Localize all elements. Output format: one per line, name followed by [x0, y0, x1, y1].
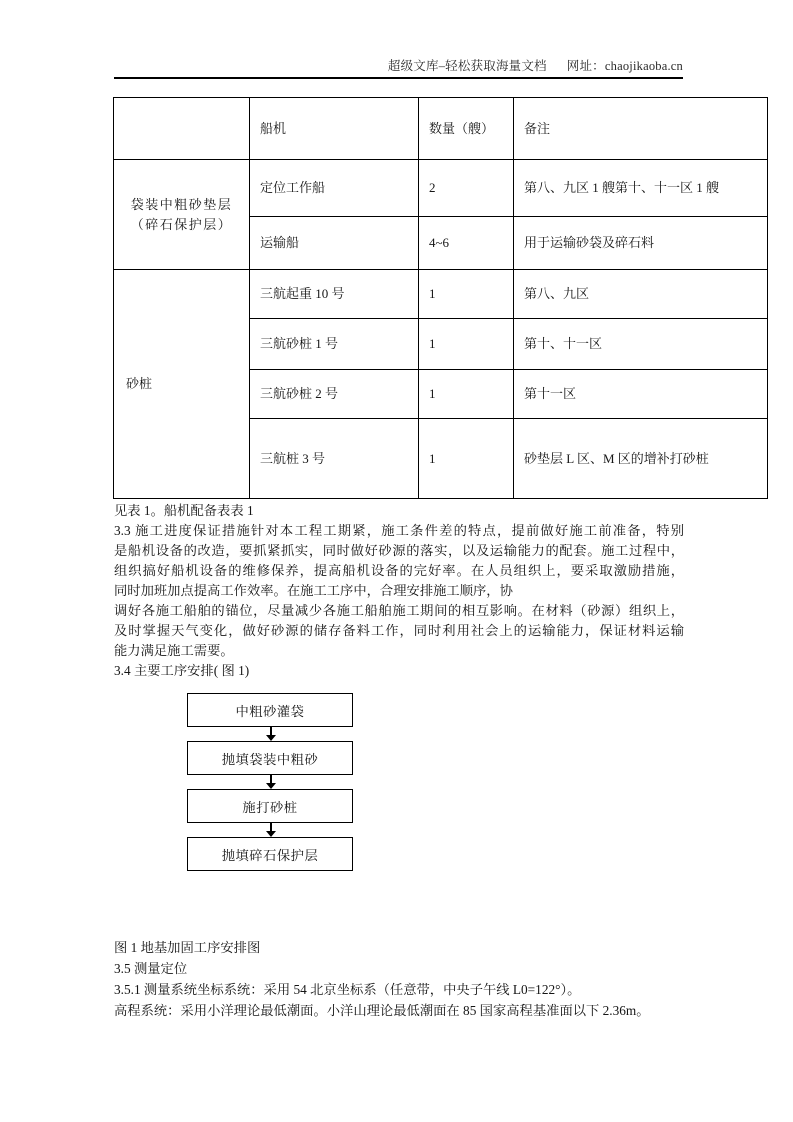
table-cell-note: 第十、十一区: [514, 319, 768, 370]
body-text-block: [114, 501, 684, 681]
table-cell-note: 第十一区: [514, 370, 768, 419]
table-cell-ship: 三航砂桩 2 号: [250, 370, 419, 419]
flow-step-3: 施打砂桩: [187, 789, 353, 823]
table-header-row: [114, 98, 768, 160]
table-cell-quantity: 1: [419, 370, 514, 419]
paragraph-line: 组织搞好船机设备的维修保养，提高船机设备的完好率。在人员组织上，要采取激励措施，: [114, 563, 684, 578]
paragraph-line: 同时加班加点提高工作效率。在施工工序中，合理安排施工顺序，协: [114, 583, 513, 598]
paragraph-line: 能力满足施工需要。: [114, 643, 234, 658]
flow-arrow-down-icon: [187, 727, 355, 741]
table-cell-note: 砂垫层 L 区、M 区的增补打砂桩: [514, 419, 768, 499]
table-cell-ship: 三航砂桩 1 号: [250, 319, 419, 370]
arrow-head: [266, 831, 276, 837]
paragraph-line: 及时掌握天气变化，做好砂源的储存备料工作，同时利用社会上的运输能力，保证材料运输: [114, 623, 684, 638]
flow-step-4: 抛填碎石保护层: [187, 837, 353, 871]
table-cell-quantity: 1: [419, 319, 514, 370]
table-header-cell-quantity: 数量（艘）: [419, 98, 514, 160]
table-header-cell-ship: 船机: [250, 98, 419, 160]
table-header-cell-note: 备注: [514, 98, 768, 160]
table-caption-line: 见表 1。船机配备表表 1: [114, 503, 254, 518]
paragraph-line: 3.3 施工进度保证措施针对本工程工期紧，施工条件差的特点，提前做好施工前准备，特别: [114, 523, 684, 538]
table-group-cell-sandbag-cushion: [114, 160, 250, 270]
table-cell-ship: 运输船: [250, 217, 419, 270]
table-group-cell-sand-pile: 砂桩: [114, 270, 250, 499]
table-cell-quantity: 4~6: [419, 217, 514, 270]
table-cell-note: 第八、九区 1 艘第十、十一区 1 艘: [514, 160, 768, 217]
table-cell-quantity: 1: [419, 419, 514, 499]
header-divider-rule: [114, 77, 683, 79]
header-url-label: 网址：: [566, 59, 605, 73]
table-cell-quantity: 1: [419, 270, 514, 319]
table-header-cell-blank: [114, 98, 250, 160]
figure-caption: 图 1 地基加固工序安排图: [114, 940, 261, 955]
flow-step-2: 抛填袋装中粗砂: [187, 741, 353, 775]
header-site-title: 超级文库–轻松获取海量文档: [387, 59, 547, 73]
flow-step-1: 中粗砂灌袋: [187, 693, 353, 727]
vessel-equipment-table: [113, 97, 768, 499]
table-cell-ship: 定位工作船: [250, 160, 419, 217]
process-flowchart: [187, 693, 355, 871]
paragraph-elevation-system: 高程系统：采用小洋理论最低潮面。小洋山理论最低潮面在 85 国家高程基准面以下 2.36m。: [114, 1003, 650, 1018]
flow-arrow-down-icon: [187, 823, 355, 837]
bottom-text-block: [114, 937, 689, 1021]
table-cell-ship: 三航起重 10 号: [250, 270, 419, 319]
arrow-head: [266, 783, 276, 789]
table-row: [114, 270, 768, 319]
heading-3-5: 3.5 测量定位: [114, 961, 188, 976]
table-cell-ship: 三航桩 3 号: [250, 419, 419, 499]
table-cell-note: 用于运输砂袋及碎石料: [514, 217, 768, 270]
table-row: [114, 160, 768, 217]
heading-3-4-line: 3.4 主要工序安排( 图 1): [114, 663, 250, 678]
group-label-line1: 袋装中粗砂垫层: [130, 197, 233, 212]
table-cell-quantity: 2: [419, 160, 514, 217]
paragraph-line: 调好各施工船舶的锚位，尽量减少各施工船舶施工期间的相互影响。在材料（砂源）组织上，: [114, 603, 684, 618]
paragraph-3-5-1: 3.5.1 测量系统坐标系统：采用 54 北京坐标系（任意带，中央子午线 L0=122°）。: [114, 982, 581, 997]
page-running-header: [114, 56, 683, 74]
group-label-line2: （碎石保护层）: [130, 216, 233, 232]
flow-arrow-down-icon: [187, 775, 355, 789]
paragraph-3-3: [114, 521, 684, 661]
header-url: chaojikaoba.cn: [604, 59, 683, 73]
arrow-head: [266, 735, 276, 741]
table-caption: [114, 501, 684, 521]
heading-3-4: [114, 661, 684, 681]
paragraph-line: 是船机设备的改造，要抓紧抓实，同时做好砂源的落实，以及运输能力的配套。施工过程中，: [114, 543, 684, 558]
table-cell-note: 第八、九区: [514, 270, 768, 319]
